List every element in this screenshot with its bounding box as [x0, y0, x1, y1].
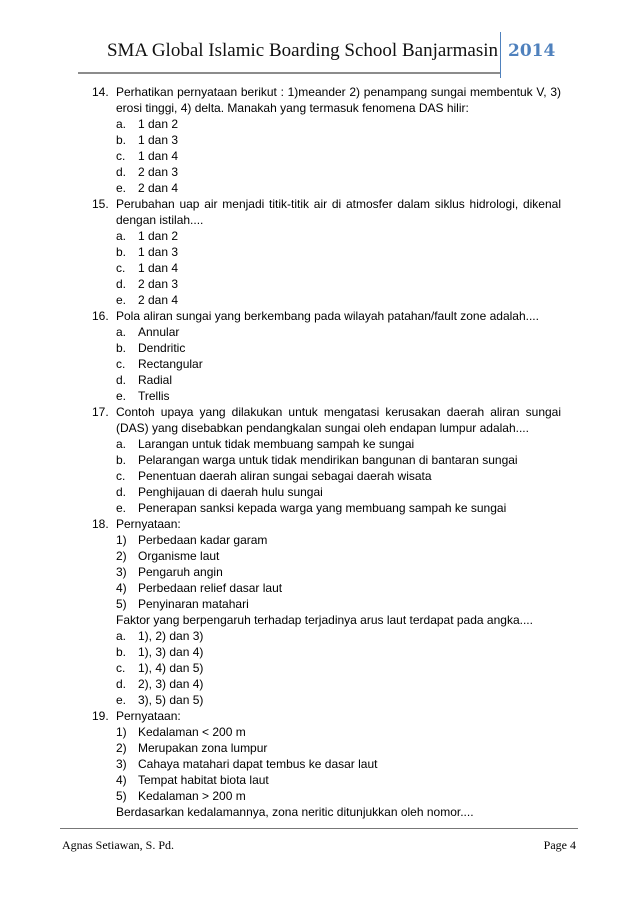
option-letter: a. [116, 325, 127, 339]
answer-option [0, 132, 638, 148]
option-letter: a. [116, 629, 127, 643]
option-text: 1 dan 4 [138, 149, 179, 163]
option-letter: a. [116, 437, 127, 451]
option-text: Trellis [138, 389, 170, 403]
question-text: Pernyataan: [116, 517, 181, 531]
option-text: 3), 5) dan 5) [138, 693, 204, 707]
answer-option [0, 500, 638, 516]
option-text: Penentuan daerah aliran sungai sebagai daerah wisata [138, 469, 432, 483]
answer-option [0, 276, 638, 292]
option-letter: c. [116, 149, 126, 163]
option-letter: e. [116, 293, 127, 307]
answer-option [0, 244, 638, 260]
question-text: Pola aliran sungai yang berkembang pada wilayah patahan/fault zone adalah.... [116, 309, 539, 323]
statement-number: 4) [116, 773, 127, 787]
option-text: 2 dan 3 [138, 165, 179, 179]
question-text: Perubahan uap air menjadi titik-titik air di atmosfer dalam siklus hidrologi, dikenal dengan istilah.... [116, 197, 561, 227]
answer-option [0, 164, 638, 180]
option-letter: e. [116, 181, 127, 195]
option-text: 1 dan 3 [138, 245, 179, 259]
question-item [0, 84, 638, 196]
option-letter: d. [116, 277, 127, 291]
answer-option [0, 260, 638, 276]
question-item [0, 196, 638, 308]
statement-text: Organisme laut [138, 549, 220, 563]
option-text: Penghijauan di daerah hulu sungai [138, 485, 323, 499]
option-text: 2 dan 4 [138, 181, 179, 195]
answer-option [0, 388, 638, 404]
question-number: 14. [92, 85, 109, 99]
option-letter: e. [116, 693, 127, 707]
answer-option [0, 452, 638, 468]
statement-item [0, 788, 638, 804]
statement-text: Cahaya matahari dapat tembus ke dasar laut [138, 757, 378, 771]
question-prompt: Berdasarkan kedalamannya, zona neritic ditunjukkan oleh nomor.... [116, 805, 474, 819]
page-header [78, 38, 568, 78]
statement-number: 1) [116, 533, 127, 547]
question-text: Perhatikan pernyataan berikut : 1)meander 2) penampang sungai membentuk V, 3) erosi tinggi, 4) delta. Manakah yang termasuk fenomena DAS hilir: [116, 85, 561, 115]
answer-option [0, 372, 638, 388]
option-text: 1 dan 4 [138, 261, 179, 275]
option-text: Radial [138, 373, 173, 387]
question-number: 17. [92, 405, 109, 419]
statement-number: 5) [116, 789, 127, 803]
option-letter: d. [116, 373, 127, 387]
statement-number: 2) [116, 741, 127, 755]
option-letter: b. [116, 245, 127, 259]
question-number: 19. [92, 709, 109, 723]
statement-number: 4) [116, 581, 127, 595]
statement-number: 5) [116, 597, 127, 611]
question-text: Contoh upaya yang dilakukan untuk mengatasi kerusakan daerah aliran sungai (DAS) yang disebabkan pendangkalan sungai oleh endapan lumpur adalah.... [116, 405, 561, 435]
answer-option [0, 324, 638, 340]
option-text: 1 dan 2 [138, 229, 179, 243]
statement-text: Perbedaan kadar garam [138, 533, 268, 547]
option-letter: d. [116, 165, 127, 179]
option-letter: b. [116, 645, 127, 659]
option-text: Larangan untuk tidak membuang sampah ke sungai [138, 437, 415, 451]
question-item [0, 308, 638, 404]
answer-option [0, 468, 638, 484]
header-divider [500, 32, 501, 78]
question-number: 18. [92, 517, 109, 531]
statement-item [0, 564, 638, 580]
statement-number: 1) [116, 725, 127, 739]
option-letter: e. [116, 389, 127, 403]
statement-number: 2) [116, 549, 127, 563]
answer-option [0, 356, 638, 372]
statement-text: Kedalaman < 200 m [138, 725, 246, 739]
option-letter: c. [116, 357, 126, 371]
statement-text: Merupakan zona lumpur [138, 741, 268, 755]
question-number: 15. [92, 197, 109, 211]
option-letter: a. [116, 229, 127, 243]
question-text: Pernyataan: [116, 709, 181, 723]
header-title: SMA Global Islamic Boarding School Banjarmasin [106, 40, 498, 61]
statement-number: 3) [116, 757, 127, 771]
statement-item [0, 532, 638, 548]
option-text: 1), 4) dan 5) [138, 661, 204, 675]
answer-option [0, 692, 638, 708]
option-letter: d. [116, 677, 127, 691]
statement-text: Pengaruh angin [138, 565, 223, 579]
option-text: 1 dan 2 [138, 117, 179, 131]
question-list [0, 84, 638, 820]
option-text: Dendritic [138, 341, 186, 355]
question-item [0, 404, 638, 516]
answer-option [0, 676, 638, 692]
option-letter: c. [116, 469, 126, 483]
statement-text: Perbedaan relief dasar laut [138, 581, 283, 595]
option-text: Rectangular [138, 357, 203, 371]
option-text: 2 dan 3 [138, 277, 179, 291]
statement-item [0, 596, 638, 612]
statement-item [0, 740, 638, 756]
question-number: 16. [92, 309, 109, 323]
option-text: 2), 3) dan 4) [138, 677, 204, 691]
answer-option [0, 660, 638, 676]
statement-text: Kedalaman > 200 m [138, 789, 246, 803]
answer-option [0, 292, 638, 308]
statement-text: Penyinaran matahari [138, 597, 249, 611]
answer-option [0, 148, 638, 164]
option-text: Pelarangan warga untuk tidak mendirikan bangunan di bantaran sungai [138, 453, 518, 467]
option-text: 1 dan 3 [138, 133, 179, 147]
option-text: 1), 2) dan 3) [138, 629, 204, 643]
footer-rule [60, 828, 578, 829]
statement-item [0, 548, 638, 564]
option-letter: e. [116, 501, 127, 515]
statement-text: Tempat habitat biota laut [138, 773, 269, 787]
option-text: 1), 3) dan 4) [138, 645, 204, 659]
footer-author: Agnas Setiawan, S. Pd. [62, 838, 174, 852]
statement-item [0, 724, 638, 740]
option-letter: b. [116, 453, 127, 467]
answer-option [0, 228, 638, 244]
option-letter: c. [116, 661, 126, 675]
option-letter: b. [116, 133, 127, 147]
answer-option [0, 484, 638, 500]
answer-option [0, 116, 638, 132]
option-text: Annular [138, 325, 180, 339]
option-text: 2 dan 4 [138, 293, 179, 307]
answer-option [0, 644, 638, 660]
answer-option [0, 180, 638, 196]
question-prompt: Faktor yang berpengaruh terhadap terjadinya arus laut terdapat pada angka.... [116, 613, 533, 627]
answer-option [0, 340, 638, 356]
question-item [0, 708, 638, 820]
option-letter: b. [116, 341, 127, 355]
option-text: Penerapan sanksi kepada warga yang membuang sampah ke sungai [138, 501, 507, 515]
statement-number: 3) [116, 565, 127, 579]
statement-item [0, 580, 638, 596]
statement-item [0, 772, 638, 788]
header-rule [78, 72, 500, 74]
header-year: 2014 [508, 41, 556, 61]
question-item [0, 516, 638, 708]
option-letter: c. [116, 261, 126, 275]
option-letter: d. [116, 485, 127, 499]
answer-option [0, 628, 638, 644]
statement-item [0, 756, 638, 772]
answer-option [0, 436, 638, 452]
footer-page-number: Page 4 [543, 838, 576, 852]
option-letter: a. [116, 117, 127, 131]
